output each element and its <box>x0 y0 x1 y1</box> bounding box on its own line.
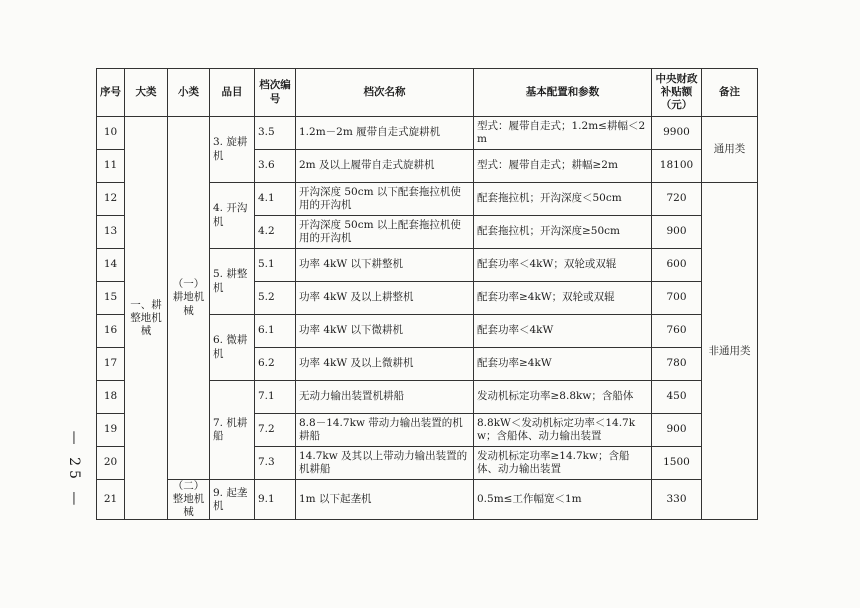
row-seq: 12 <box>97 183 125 216</box>
row-subsidy: 780 <box>652 348 702 381</box>
row-subsidy: 760 <box>652 315 702 348</box>
row-seq: 20 <box>97 447 125 480</box>
row-code: 3.5 <box>255 117 296 150</box>
row-code: 4.1 <box>255 183 296 216</box>
row-config: 型式：履带自走式；1.2m≤耕幅＜2m <box>474 117 652 150</box>
header-item: 品目 <box>210 69 255 117</box>
row-subsidy: 600 <box>652 249 702 282</box>
row-subsidy: 900 <box>652 414 702 447</box>
row-code: 6.2 <box>255 348 296 381</box>
row-config: 型式：履带自走式；耕幅≥2m <box>474 150 652 183</box>
row-code: 7.3 <box>255 447 296 480</box>
row-config: 配套功率≥4kW <box>474 348 652 381</box>
row-seq: 19 <box>97 414 125 447</box>
page-number: — 25 — <box>66 430 82 510</box>
row-seq: 13 <box>97 216 125 249</box>
header-config: 基本配置和参数 <box>474 69 652 117</box>
item-cultivator: 5. 耕整机 <box>210 249 255 315</box>
row-code: 5.1 <box>255 249 296 282</box>
subcategory-tillage: （一）耕地机械 <box>168 117 210 480</box>
row-config: 配套功率＜4kW <box>474 315 652 348</box>
row-seq: 17 <box>97 348 125 381</box>
row-name: 1.2m－2m 履带自走式旋耕机 <box>296 117 474 150</box>
row-name: 1m 以下起垄机 <box>296 480 474 520</box>
row-seq: 10 <box>97 117 125 150</box>
row-code: 7.1 <box>255 381 296 414</box>
row-name: 14.7kw 及其以上带动力输出装置的机耕船 <box>296 447 474 480</box>
item-micro: 6. 微耕机 <box>210 315 255 381</box>
row-name: 无动力输出装置机耕船 <box>296 381 474 414</box>
row-seq: 11 <box>97 150 125 183</box>
row-name: 开沟深度 50cm 以上配套拖拉机使用的开沟机 <box>296 216 474 249</box>
row-name: 功率 4kW 及以上微耕机 <box>296 348 474 381</box>
row-code: 5.2 <box>255 282 296 315</box>
item-rotary: 3. 旋耕机 <box>210 117 255 183</box>
row-code: 3.6 <box>255 150 296 183</box>
header-grade-code: 档次编号 <box>255 69 296 117</box>
subsidy-table <box>96 68 758 520</box>
table-row <box>97 480 758 520</box>
row-name: 2m 及以上履带自走式旋耕机 <box>296 150 474 183</box>
row-name: 8.8－14.7kw 带动力输出装置的机耕船 <box>296 414 474 447</box>
row-code: 7.2 <box>255 414 296 447</box>
row-code: 9.1 <box>255 480 296 520</box>
row-code: 6.1 <box>255 315 296 348</box>
row-name: 开沟深度 50cm 以下配套拖拉机使用的开沟机 <box>296 183 474 216</box>
item-trencher: 4. 开沟机 <box>210 183 255 249</box>
row-subsidy: 9900 <box>652 117 702 150</box>
note-general: 通用类 <box>702 117 758 183</box>
row-config: 配套功率＜4kW；双轮或双辊 <box>474 249 652 282</box>
row-subsidy: 450 <box>652 381 702 414</box>
header-seq: 序号 <box>97 69 125 117</box>
row-seq: 16 <box>97 315 125 348</box>
row-subsidy: 900 <box>652 216 702 249</box>
row-config: 发动机标定功率≥14.7kw；含船体、动力输出装置 <box>474 447 652 480</box>
row-name: 功率 4kW 以下微耕机 <box>296 315 474 348</box>
table-header-row <box>97 69 758 117</box>
row-seq: 14 <box>97 249 125 282</box>
header-grade-name: 档次名称 <box>296 69 474 117</box>
category-cell: 一、耕整地机械 <box>125 117 168 520</box>
item-boat: 7. 机耕船 <box>210 381 255 480</box>
row-config: 配套功率≥4kW；双轮或双辊 <box>474 282 652 315</box>
row-config: 配套拖拉机；开沟深度≥50cm <box>474 216 652 249</box>
row-seq: 21 <box>97 480 125 520</box>
row-subsidy: 720 <box>652 183 702 216</box>
header-note: 备注 <box>702 69 758 117</box>
subcategory-land-prep: （二）整地机械 <box>168 480 210 520</box>
header-subcategory: 小类 <box>168 69 210 117</box>
row-subsidy: 1500 <box>652 447 702 480</box>
note-nongeneral: 非通用类 <box>702 183 758 520</box>
row-seq: 15 <box>97 282 125 315</box>
row-subsidy: 330 <box>652 480 702 520</box>
row-code: 4.2 <box>255 216 296 249</box>
row-config: 发动机标定功率≥8.8kw；含船体 <box>474 381 652 414</box>
header-subsidy: 中央财政补贴额（元） <box>652 69 702 117</box>
item-ridger: 9. 起垄机 <box>210 480 255 520</box>
row-subsidy: 18100 <box>652 150 702 183</box>
header-category: 大类 <box>125 69 168 117</box>
row-config: 配套拖拉机；开沟深度＜50cm <box>474 183 652 216</box>
row-config: 8.8kW＜发动机标定功率＜14.7kw；含船体、动力输出装置 <box>474 414 652 447</box>
row-config: 0.5m≤工作幅宽＜1m <box>474 480 652 520</box>
row-name: 功率 4kW 及以上耕整机 <box>296 282 474 315</box>
row-subsidy: 700 <box>652 282 702 315</box>
row-seq: 18 <box>97 381 125 414</box>
table-row <box>97 117 758 150</box>
row-name: 功率 4kW 以下耕整机 <box>296 249 474 282</box>
